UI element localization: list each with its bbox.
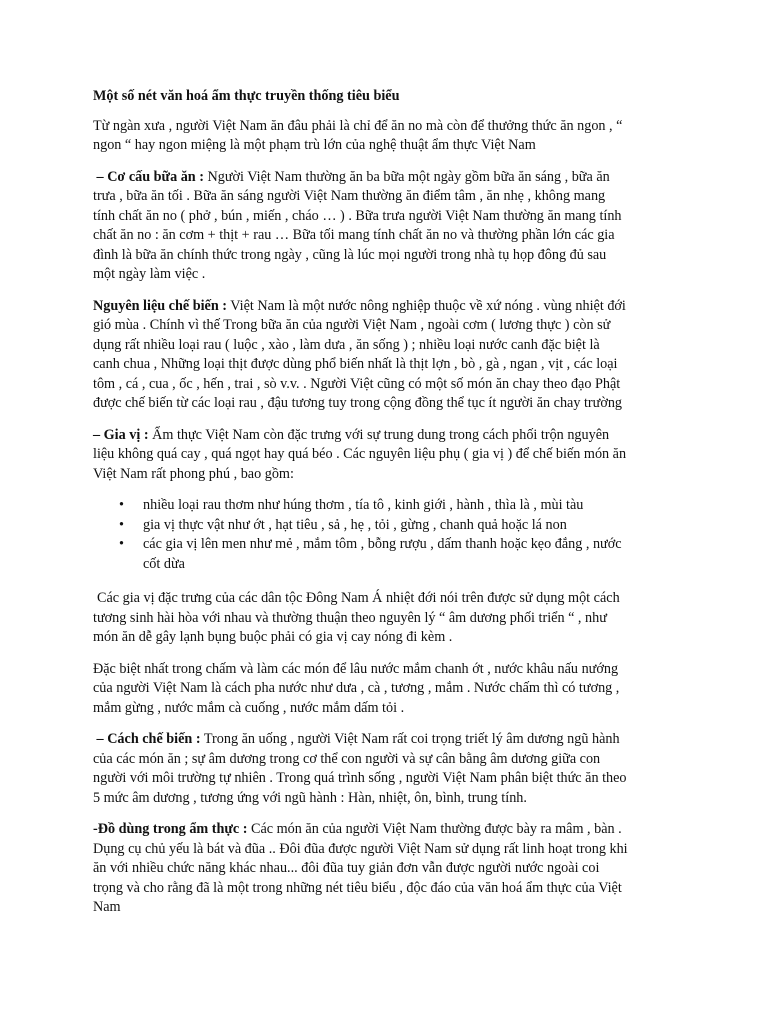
section-cooking-method <box>93 730 628 808</box>
document-title: Một số nét văn hoá ẩm thực truyền thống tiêu biểu <box>93 88 400 104</box>
section-utensils <box>93 820 628 918</box>
section-text: Trong ăn uống , người Việt Nam rất coi trọng triết lý âm dương ngũ hành của các món ăn ; sự âm dương trong cơ thể con người và sự cân bằng âm dương giữa con người với môi trường tự nhiên . Trong quá trình sống , người Việt Nam phân biệt thức ăn theo 5 mức âm dương , tương ứng với ngũ hành : Hàn, nhiệt, ôn, bình, trung tính. <box>93 731 627 806</box>
sauce-paragraph: Đặc biệt nhất trong chấm và làm các món để lâu nước mắm chanh ớt , nước khâu nấu nướng của người Việt Nam là cách pha nước như dưa , cà , tương , mắm . Nước chấm thì có tương , mắm gừng , nước mắm cà cuống , nước mắm dấm tỏi . <box>93 660 620 716</box>
section-ingredients <box>93 297 628 414</box>
section-text: Người Việt Nam thường ăn ba bữa một ngày gồm bữa ăn sáng , bữa ăn trưa , bữa ăn tối . Bữa ăn sáng người Việt Nam thường ăn điểm tâm , ăn nhẹ , không mang tính chất ăn no ( phở , bún , miến , cháo … ) . Bữa trưa người Việt Nam thường ăn mang tính chất ăn no : ăn cơm + thịt + rau … Bữa tối mang tính chất ăn no và thường phần lớn các gia đình là bữa ăn chính thức trong ngày , cũng là lúc mọi người trong nhà tụ họp đông đủ sau một ngày làm việc . <box>93 168 622 282</box>
list-item-text: nhiều loại rau thơm như húng thơm , tía tô , kinh giới , hành , thìa là , mùi tàu <box>143 497 584 513</box>
section-label: – Cơ cấu bữa ăn : <box>96 168 204 185</box>
bullet-icon: • <box>119 536 124 552</box>
section-meal-structure <box>93 168 628 285</box>
bullet-icon: • <box>119 516 124 533</box>
spice-harmony-paragraph: Các gia vị đặc trưng của các dân tộc Đông Nam Á nhiệt đới nói trên được sử dụng một cách tương sinh hài hòa với nhau và thường thuận theo nguyên lý “ âm dương phối triển “ , như món ăn dễ gây lạnh bụng buộc phải có gia vị cay nóng đi kèm . <box>93 590 620 645</box>
spice-list <box>93 496 628 574</box>
section-label: – Cách chế biến : <box>96 731 201 747</box>
section-label: Nguyên liệu chế biến : <box>93 297 227 314</box>
list-item-text: các gia vị lên men như mẻ , mắm tôm , bỗng rượu , dấm thanh hoặc kẹo đắng , nước cốt dừa <box>143 536 622 572</box>
intro-paragraph: Từ ngàn xưa , người Việt Nam ăn đâu phải là chỉ để ăn no mà còn để thưởng thức ăn ngon , “ ngon “ hay ngon miệng là một phạm trù lớn của nghệ thuật ẩm thực Việt Nam <box>93 117 623 153</box>
section-spices <box>93 426 628 485</box>
section-label: -Đồ dùng trong ẩm thực : <box>93 821 248 837</box>
bullet-icon: • <box>119 497 124 513</box>
section-label: – Gia vị : <box>93 426 149 443</box>
section-text: Việt Nam là một nước nông nghiệp thuộc về xứ nóng . vùng nhiệt đới gió mùa . Chính vì thế Trong bữa ăn của người Việt Nam , ngoài cơm ( lương thực ) còn sử dụng rất nhiều loại rau ( luộc , xào , làm dưa , ăn sống ) ; nhiều loại nước canh đặc biệt là canh chua , Những loại thịt được dùng phổ biến nhất là thịt lợn , bò , gà , ngan , vịt , các loại tôm , cá , cua , ốc , hến , trai , sò v.v. . Người Việt cũng có một số món ăn chay theo đạo Phật được chế biến từ các loại rau , đậu tương tuy trong cộng đồng thể tục ít người ăn chay trường <box>93 297 626 411</box>
section-text: Ẩm thực Việt Nam còn đặc trưng với sự trung dung trong cách phối trộn nguyên liệu không quá cay , quá ngọt hay quá béo . Các nguyên liệu phụ ( gia vị ) để chế biến món ăn Việt Nam rất phong phú , bao gồm: <box>93 426 627 482</box>
list-item-text: gia vị thực vật như ớt , hạt tiêu , sả , hẹ , tỏi , gừng , chanh quả hoặc lá non <box>143 516 567 533</box>
list-item <box>119 535 628 574</box>
section-text: Các món ăn của người Việt Nam thường được bày ra mâm , bàn . Dụng cụ chủ yếu là bát và đũa .. Đôi đũa được người Việt Nam sử dụng rất linh hoạt trong khi ăn với nhiều chức năng khác nhau... đôi đũa tuy giản đơn vẫn được người nước ngoài coi trọng và cho rằng đã là một trong những nét tiêu biểu , độc đáo của văn hoá ẩm thực của Việt Nam <box>93 821 628 915</box>
list-item <box>119 516 628 536</box>
list-item <box>119 496 628 516</box>
